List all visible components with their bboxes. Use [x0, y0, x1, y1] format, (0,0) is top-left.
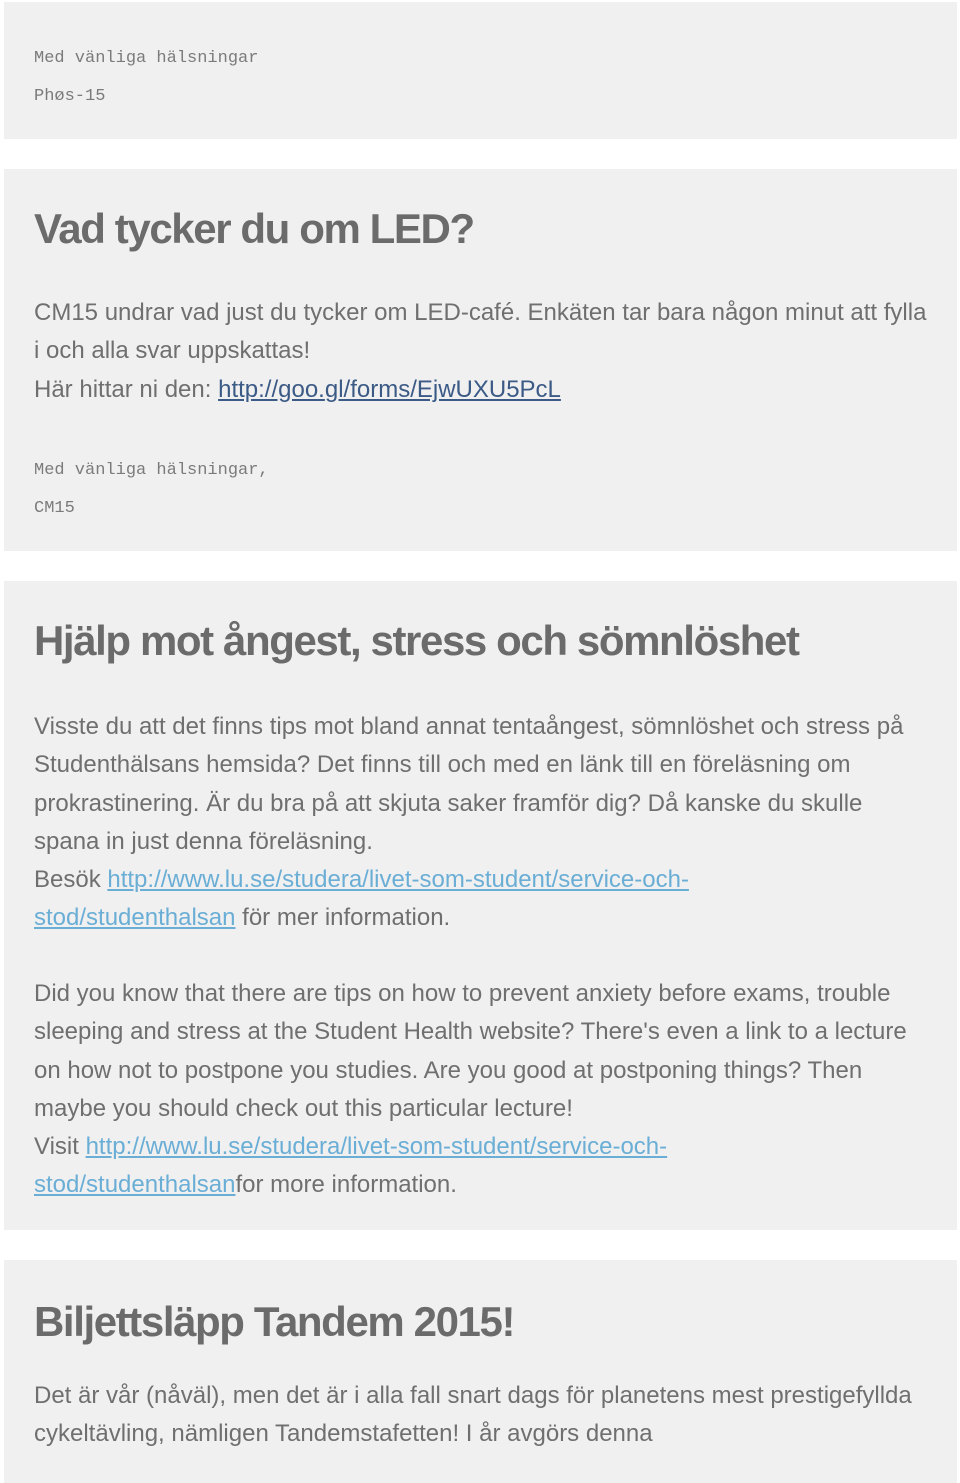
- stress-visit-prefix-sv: Besök: [34, 866, 108, 894]
- led-text: CM15 undrar vad just du tycker om LED-café. Enkäten tar bara någon minut att fylla i och alla svar uppskattas!: [34, 299, 927, 365]
- led-link-prefix: Här hittar ni den:: [34, 375, 219, 403]
- signoff-sender: Phøs-15: [34, 87, 106, 106]
- stress-text-sv: Visste du att det finns tips mot bland annat tentaångest, sömnlöshet och stress på Studenthälsans hemsida? Det finns till och med en länk till en föreläsning om prokrastinering. Är du bra på att skjuta saker framför dig? Då kanske du skulle spana in just denna föreläsning.: [34, 713, 904, 855]
- led-link-line: [34, 371, 933, 409]
- stress-body-en: [34, 975, 933, 1205]
- studenthalsan-link-sv-part1: http://www.lu.se/studera/livet-som-student/service-och-: [107, 866, 689, 894]
- stress-suffix-sv: för mer information.: [235, 904, 451, 932]
- led-survey-card: [4, 169, 957, 551]
- led-body: [34, 294, 933, 409]
- stress-body-sv: [34, 708, 933, 938]
- stress-visit-prefix-en: Visit: [34, 1133, 86, 1161]
- stress-text-en: Did you know that there are tips on how to prevent anxiety before exams, trouble sleeping and stress at the Student Health website? There's even a link to a lecture on how not to postpone you studies. Are you good at postponing things? Then maybe you should check out this particular lecture!: [34, 980, 907, 1122]
- led-link-rest: gl/forms/EjwUXU5PcL: [324, 375, 561, 403]
- studenthalsan-link-sv-part2: stod/studenthalsan: [34, 904, 236, 932]
- led-survey-link[interactable]: [218, 376, 561, 403]
- stress-visit-en: [34, 1128, 933, 1205]
- led-title: Vad tycker du om LED?: [34, 205, 474, 252]
- led-link-http: http://goo.: [218, 375, 325, 403]
- tandem-title: Biljettsläpp Tandem 2015!: [34, 1298, 515, 1345]
- stress-help-card: [4, 581, 957, 1230]
- led-greeting: Med vänliga hälsningar,: [34, 461, 269, 480]
- stress-title: Hjälp mot ångest, stress och sömnlöshet: [34, 617, 799, 664]
- tandem-card: [4, 1260, 957, 1483]
- tandem-text: Det är vår (nåväl), men det är i alla fall snart dags för planetens mest prestigefyllda cykeltävling, nämligen Tandemstafetten! I år avgörs denna: [34, 1382, 912, 1448]
- tandem-body: [34, 1377, 933, 1454]
- led-sender: CM15: [34, 499, 75, 518]
- signoff-greeting: Med vänliga hälsningar: [34, 49, 259, 68]
- stress-suffix-en: for more information.: [235, 1171, 457, 1199]
- studenthalsan-link-en-part1: http://www.lu.se/studera/livet-som-student/service-och-: [85, 1133, 668, 1161]
- stress-visit-sv: [34, 861, 933, 938]
- studenthalsan-link-en-part2: stod/studenthalsan: [34, 1171, 236, 1199]
- signoff-card: [4, 2, 957, 139]
